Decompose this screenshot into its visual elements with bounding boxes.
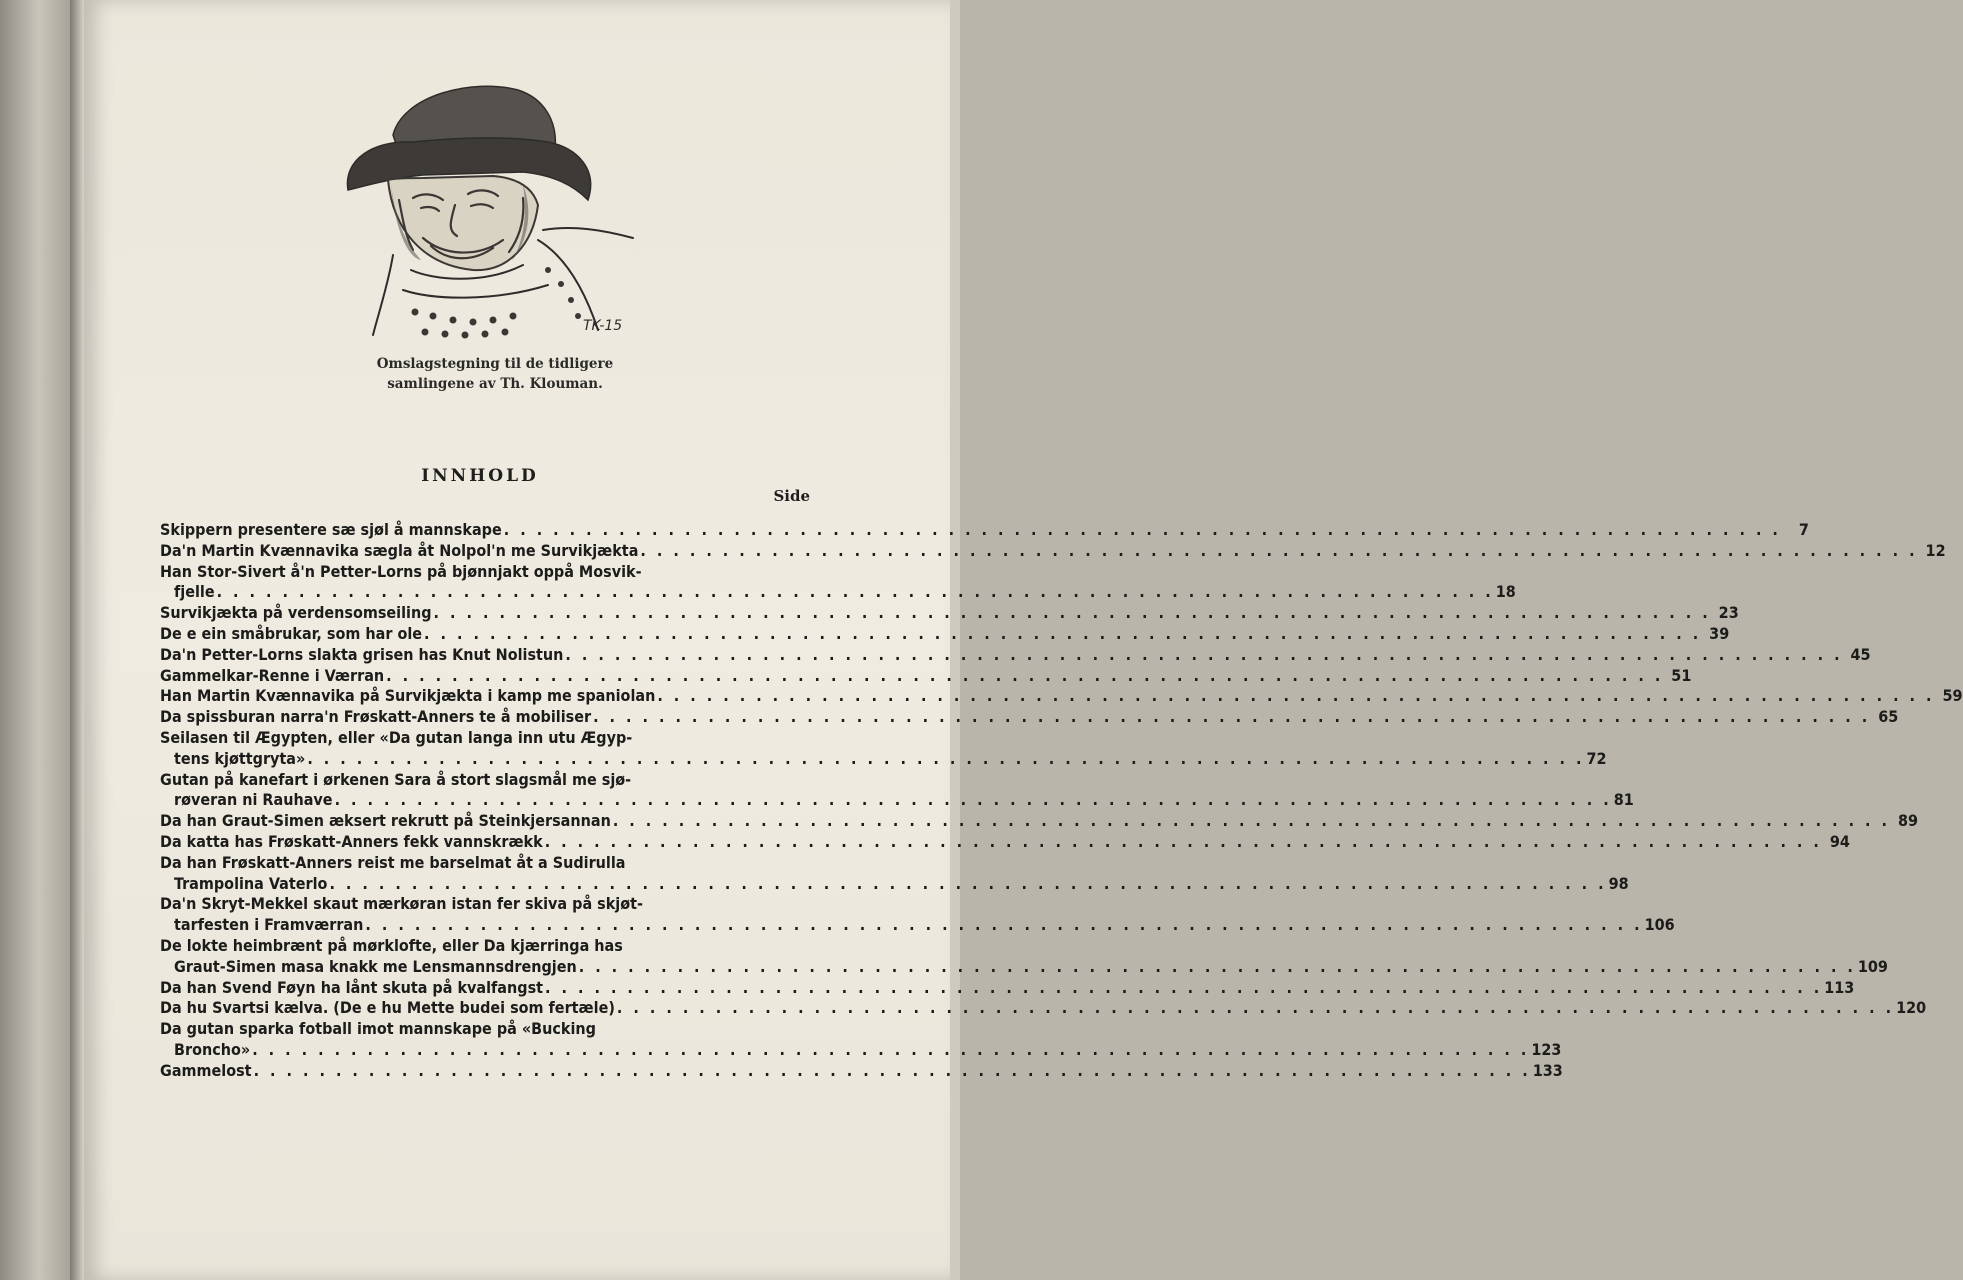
- dot-leader: [543, 978, 1824, 999]
- toc-entry-title-line: Gammelkar-Renne i Værran: [160, 665, 385, 685]
- toc-entry-row: [160, 582, 1516, 603]
- toc-entry: [160, 1019, 1562, 1061]
- toc-entry-row: [160, 977, 1855, 999]
- toc-entry-title-line: Da'n Skryt-Mekkel skaut mærkøran istan fer skiva på skjøt-: [160, 894, 643, 914]
- toc-page-number: 106: [1644, 915, 1675, 935]
- caption-line-2: samlingene av Th. Klouman.: [387, 376, 603, 392]
- page-column-label: Side: [773, 487, 810, 505]
- toc-entry-row: [160, 603, 1739, 624]
- toc-entry-title-line: Gutan på kanefart i ørkenen Sara å stort slagsmål me sjø-: [160, 769, 632, 789]
- toc-entry-title-line: De e ein småbrukar, som har ole: [160, 623, 423, 643]
- toc-entry: [160, 977, 1855, 999]
- toc-entry: [160, 707, 1899, 728]
- dot-leader: [591, 707, 1872, 728]
- dot-leader: [615, 998, 1896, 1019]
- toc-entry-title-line: Broncho»: [174, 1039, 251, 1059]
- table-of-contents: [160, 520, 1963, 1082]
- signature-text: TK-15: [583, 318, 623, 334]
- toc-entry-row: [160, 956, 1888, 978]
- toc-entry-row: [160, 665, 1692, 687]
- toc-page-number: 81: [1613, 790, 1634, 810]
- fisherman-illustration: [333, 80, 643, 345]
- dot-leader: [327, 874, 1608, 893]
- toc-entry-title-line: Da hu Svartsi kælva. (De e hu Mette budei som fertæle): [160, 998, 615, 1018]
- dot-leader: [215, 582, 1496, 601]
- toc-entry: [160, 727, 1607, 770]
- toc-entry-row: [160, 540, 1946, 562]
- dot-leader: [577, 957, 1858, 976]
- dot-leader: [502, 520, 1783, 541]
- toc-page-number: 7: [1798, 520, 1809, 539]
- toc-page-number: 23: [1718, 603, 1739, 623]
- toc-entry-row: [160, 998, 1927, 1019]
- dot-leader: [252, 1061, 1533, 1082]
- dot-leader: [655, 686, 1936, 707]
- toc-entry: [160, 644, 1871, 666]
- dot-leader: [363, 915, 1644, 934]
- toc-entry-title-line: Da han Frøskatt-Anners reist me barselmat åt a Sudirulla: [160, 852, 626, 872]
- toc-entry: [160, 686, 1963, 707]
- toc-entry-row: [160, 686, 1963, 707]
- toc-entry-title-line: røveran ni Rauhave: [174, 790, 333, 810]
- dot-leader: [305, 749, 1586, 768]
- toc-entry-title-line: Han Martin Kvænnavika på Survikjækta i kamp me spaniolan: [160, 686, 656, 706]
- toc-entry-title-line: Han Stor-Sivert å'n Petter-Lorns på bjønnjakt oppå Mosvik-: [160, 561, 642, 581]
- toc-entry: [160, 665, 1692, 687]
- toc-entry: [160, 935, 1888, 978]
- dot-leader: [638, 541, 1919, 562]
- dot-leader: [432, 603, 1713, 624]
- toc-entry-title-line: Skippern presentere sæ sjøl å mannskape: [160, 520, 502, 539]
- toc-page-number: 89: [1897, 811, 1918, 831]
- toc-entry-title-line: tens kjøttgryta»: [174, 748, 306, 768]
- toc-page-number: 72: [1586, 748, 1607, 768]
- toc-entry-title-line: Trampolina Vaterlo: [174, 873, 328, 893]
- toc-page-number: 18: [1495, 582, 1516, 602]
- toc-entry-title-line: Gammelost: [160, 1060, 252, 1080]
- toc-page-number: 109: [1857, 956, 1888, 976]
- toc-page-number: 98: [1608, 873, 1629, 893]
- facing-page-edge: [0, 0, 70, 1280]
- toc-entry: [160, 998, 1927, 1019]
- toc-entry: [160, 831, 1850, 853]
- toc-page-number: 120: [1896, 998, 1927, 1018]
- toc-entry-title-line: Da spissburan narra'n Frøskatt-Anners te å mobiliser: [160, 707, 592, 727]
- dot-leader: [611, 811, 1892, 832]
- caption-line-1: Omslagstegning til de tidligere: [376, 356, 614, 372]
- toc-page-number: 45: [1850, 644, 1871, 664]
- toc-entry: [160, 561, 1516, 604]
- toc-entry-title-line: Da'n Martin Kvænnavika sægla åt Nolpol'n me Survikjækta: [160, 540, 639, 560]
- dot-leader: [250, 1040, 1531, 1059]
- toc-entry-row: [160, 1039, 1562, 1061]
- toc-page-number: 39: [1709, 623, 1730, 643]
- toc-entry-row: [160, 915, 1675, 936]
- toc-entry: [160, 894, 1675, 936]
- toc-entry-row: [160, 811, 1918, 832]
- toc-page-number: 59: [1942, 686, 1963, 706]
- toc-entry-row: [160, 644, 1871, 666]
- toc-page-number: 113: [1824, 977, 1855, 997]
- toc-heading: INNHOLD: [421, 466, 539, 486]
- toc-entry-title-line: Da han Graut-Simen æksert rekrutt på Steinkjersannan: [160, 811, 611, 831]
- toc-entry-row: [160, 623, 1730, 645]
- dot-leader: [563, 645, 1844, 666]
- dot-leader: [543, 832, 1824, 853]
- toc-entry: [160, 769, 1634, 812]
- toc-entry-title-line: De lokte heimbrænt på mørklofte, eller Da kjærringa has: [160, 935, 623, 955]
- toc-entry-title-line: Survikjækta på verdensomseiling: [160, 603, 432, 623]
- toc-entry: [160, 603, 1739, 624]
- toc-entry-title-line: Da gutan sparka fotball imot mannskape på «Bucking: [160, 1019, 596, 1039]
- toc-page-number: 123: [1531, 1039, 1562, 1059]
- toc-page-number: 12: [1925, 540, 1946, 560]
- toc-entry-title-line: Da'n Petter-Lorns slakta grisen has Knut Nolistun: [160, 644, 564, 664]
- toc-entry-row: [160, 831, 1850, 853]
- toc-entry: [160, 1060, 1563, 1082]
- toc-entry-row: [160, 707, 1899, 728]
- toc-page-number: 94: [1829, 831, 1850, 851]
- book-gutter: [70, 0, 84, 1280]
- toc-entry-row: [160, 1060, 1563, 1082]
- toc-entry-title-line: Seilasen til Ægypten, eller «Da gutan langa inn utu Ægyp-: [160, 727, 633, 747]
- toc-entry-row: [160, 873, 1629, 895]
- toc-entry: [160, 540, 1946, 562]
- dot-leader: [333, 790, 1614, 809]
- illustration-caption: [360, 354, 630, 394]
- toc-entry: [160, 811, 1918, 832]
- dot-leader: [422, 624, 1703, 645]
- toc-entry-row: [160, 790, 1634, 811]
- toc-entry: [160, 852, 1629, 895]
- dot-leader: [384, 666, 1665, 687]
- toc-entry-title-line: tarfesten i Framværran: [174, 915, 364, 935]
- toc-entry: [160, 520, 1809, 541]
- toc-entry-title-line: Da han Svend Føyn ha lånt skuta på kvalfangst: [160, 977, 544, 997]
- toc-entry-row: [160, 748, 1607, 770]
- toc-page-number: 65: [1878, 707, 1899, 727]
- toc-page-number: 51: [1671, 665, 1692, 685]
- toc-entry-title-line: Graut-Simen masa knakk me Lensmannsdrengjen: [174, 956, 577, 976]
- toc-entry-row: [160, 520, 1809, 541]
- toc-entry-title-line: Da katta has Frøskatt-Anners fekk vannskrækk: [160, 831, 543, 851]
- toc-entry-title-line: fjelle: [174, 582, 215, 602]
- toc-entry: [160, 623, 1730, 645]
- toc-page-number: 133: [1532, 1060, 1563, 1080]
